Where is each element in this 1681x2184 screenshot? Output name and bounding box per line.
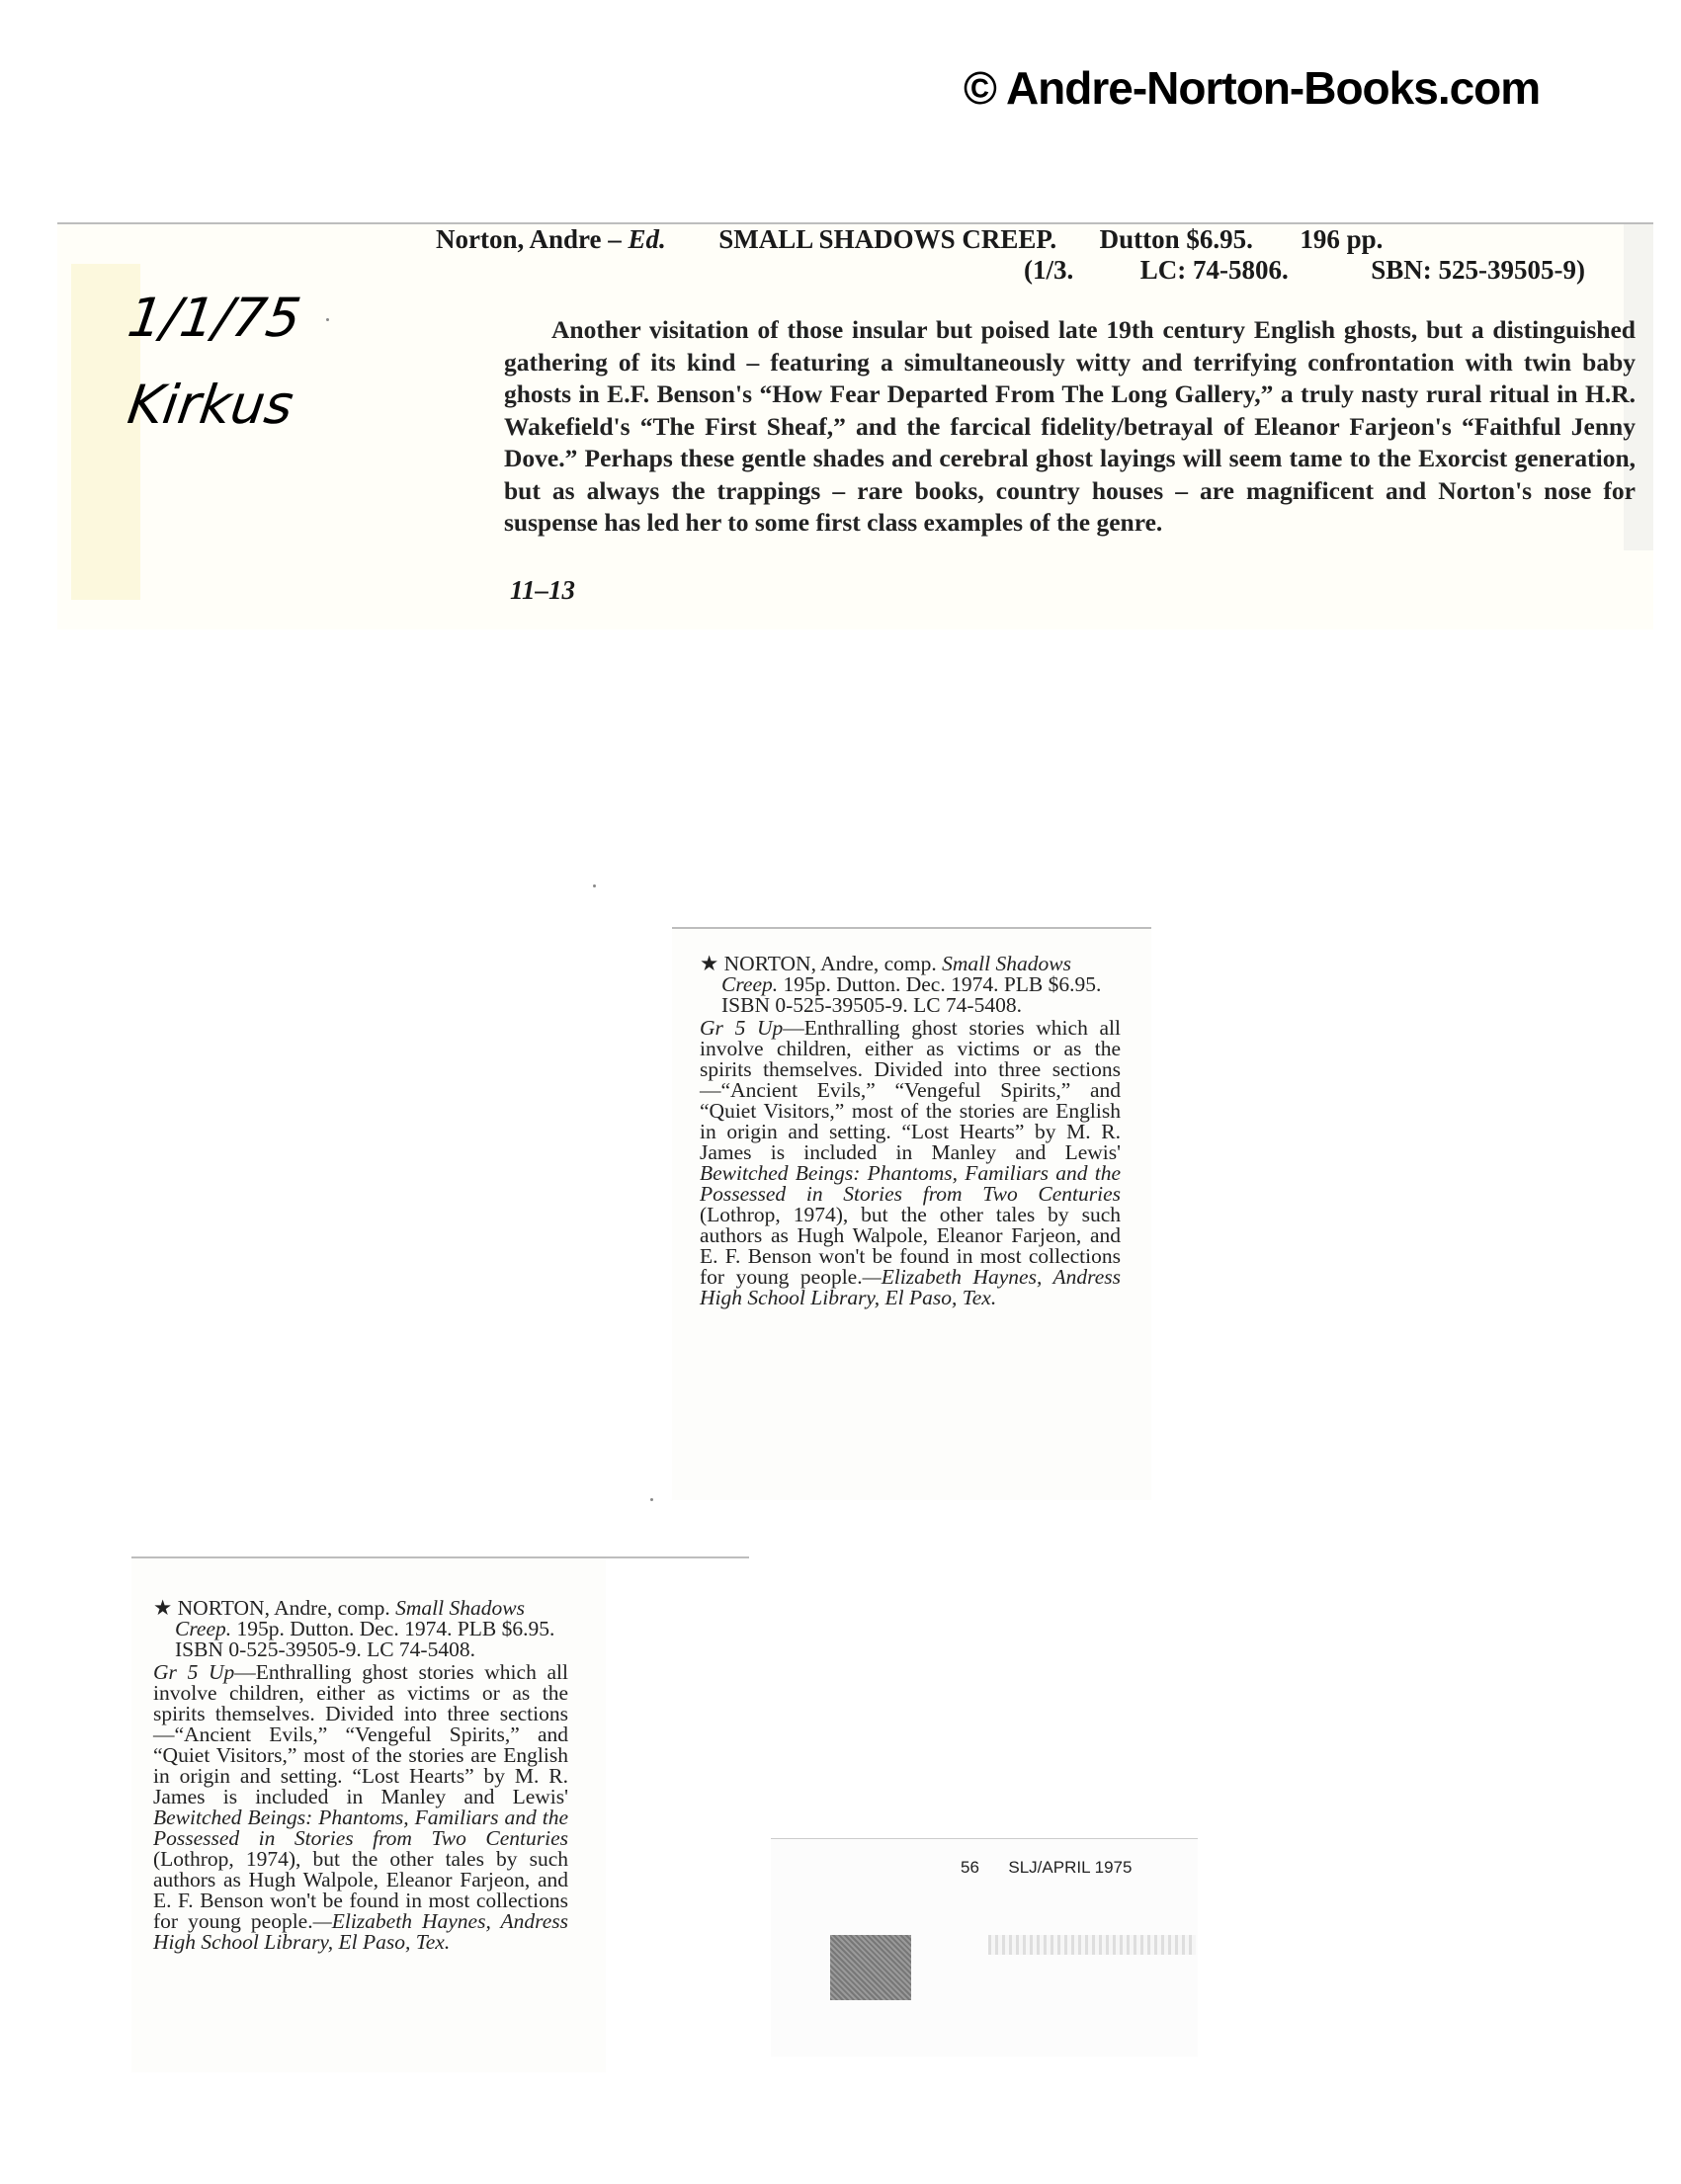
star-icon: ★ [700,952,719,975]
slj-review-book: Bewitched Beings: Phantoms, Familiars and the Possessed in Stories from Two Centuries [700,1161,1121,1206]
kirkus-sbn: SBN: 525-39505-9) [1371,255,1585,285]
kirkus-lc: LC: 74-5806. [1139,255,1289,285]
slj-entry [153,1598,568,1953]
page-number: 56 [961,1858,979,1877]
kirkus-pages: 196 pp. [1300,224,1384,254]
slj-entry [700,954,1121,1308]
kirkus-publisher: Dutton $6.95. [1099,224,1253,254]
copyright-watermark: © Andre-Norton-Books.com [964,62,1541,114]
star-icon: ★ [153,1596,173,1620]
kirkus-header-line-2 [1024,255,1585,286]
slj-entry-header [153,1598,568,1660]
slj-book-title: Small Shadows Creep. [175,1596,525,1640]
slj-review-a: —Enthralling ghost stories which all involve children, either as victims or as the spirits themselves. Divided into three sections—“Ancient Evils,” “Vengeful Spirits,” and “Quiet Visitors,” most of the stories are English in origin and setting. “Lost Hearts” by M. R. James is included in Manley and Lewis' [153,1660,568,1808]
kirkus-header-line [436,224,1383,255]
slj-author: NORTON [723,952,811,975]
slj-review-a: —Enthralling ghost stories which all involve children, either as victims or as the spirits themselves. Divided into three sections—“Ancient Evils,” “Vengeful Spirits,” and “Quiet Visitors,” most of the stories are English in origin and setting. “Lost Hearts” by M. R. James is included in Manley and Lewis' [700,1016,1121,1164]
slj-clipping-middle [672,929,1151,1500]
slj-pub-info: 195p. Dutton. Dec. 1974. PLB $6.95. ISBN 0-525-39505-9. LC 74-5408. [175,1617,555,1661]
kirkus-author: Norton, Andre – [436,224,629,254]
scan-dot [650,1498,653,1501]
slj-book-title: Small Shadows Creep. [721,952,1071,996]
journal-issue: SLJ/APRIL 1975 [1008,1858,1133,1877]
slj-review [153,1662,568,1953]
scan-smudge [830,1935,911,2000]
scan-dot [326,318,329,321]
handwritten-date: 1/1/75 [124,287,305,349]
slj-grade: Gr 5 Up [153,1660,235,1684]
slj-reviewer: —Elizabeth Haynes, Andress High School Library, El Paso, Tex. [700,1265,1121,1309]
scan-dot [593,884,596,887]
slj-review-b: (Lothrop, 1974), but the other tales by such authors as Hugh Walpole, Eleanor Farjeon, and E. F. Benson won't be found in most collections for young people. [153,1847,568,1933]
slj-pub-info: 195p. Dutton. Dec. 1974. PLB $6.95. ISBN 0-525-39505-9. LC 74-5408. [721,972,1102,1017]
kirkus-title: SMALL SHADOWS CREEP. [718,224,1057,254]
slj-review [700,1018,1121,1308]
slj-author-rest: , Andre, comp. [810,952,943,975]
slj-author: NORTON [177,1596,265,1620]
slj-review-b: (Lothrop, 1974), but the other tales by such authors as Hugh Walpole, Eleanor Farjeon, and E. F. Benson won't be found in most collections for young people. [700,1203,1121,1289]
slj-clipping-lower [131,1558,606,2072]
slj-reviewer: —Elizabeth Haynes, Andress High School Library, El Paso, Tex. [153,1909,568,1954]
slj-review-book: Bewitched Beings: Phantoms, Familiars and the Possessed in Stories from Two Centuries [153,1806,568,1850]
scan-speckle [988,1935,1196,1955]
kirkus-review-text: Another visitation of those insular but poised late 19th century English ghosts, but a distinguished gathering of its kind – featuring a simultaneously witty and terrifying confrontation with twin baby ghosts in E.F. Benson's “How Fear Departed From The Long Gallery,” a truly nasty rural ritual in H.R. Wakefield's “The First Sheaf,” and the farcical fidelity/betrayal of Eleanor Farjeon's “Faithful Jenny Dove.” Perhaps these gentle shades and cerebral ghost layings will seem tame to the Exorcist generation, but as always the trappings – rare books, country houses – are magnificent and Norton's nose for suspense has led her to some first class examples of the genre. [504,315,1636,537]
kirkus-grade: 11–13 [510,575,576,605]
kirkus-ed: Ed. [628,224,666,254]
page-footer [961,1858,1132,1878]
slj-entry-header [700,954,1121,1016]
slj-author-rest: , Andre, comp. [264,1596,396,1620]
handwritten-source: Kirkus [124,374,297,436]
kirkus-date: (1/3. [1024,255,1074,285]
slj-grade: Gr 5 Up [700,1016,784,1040]
